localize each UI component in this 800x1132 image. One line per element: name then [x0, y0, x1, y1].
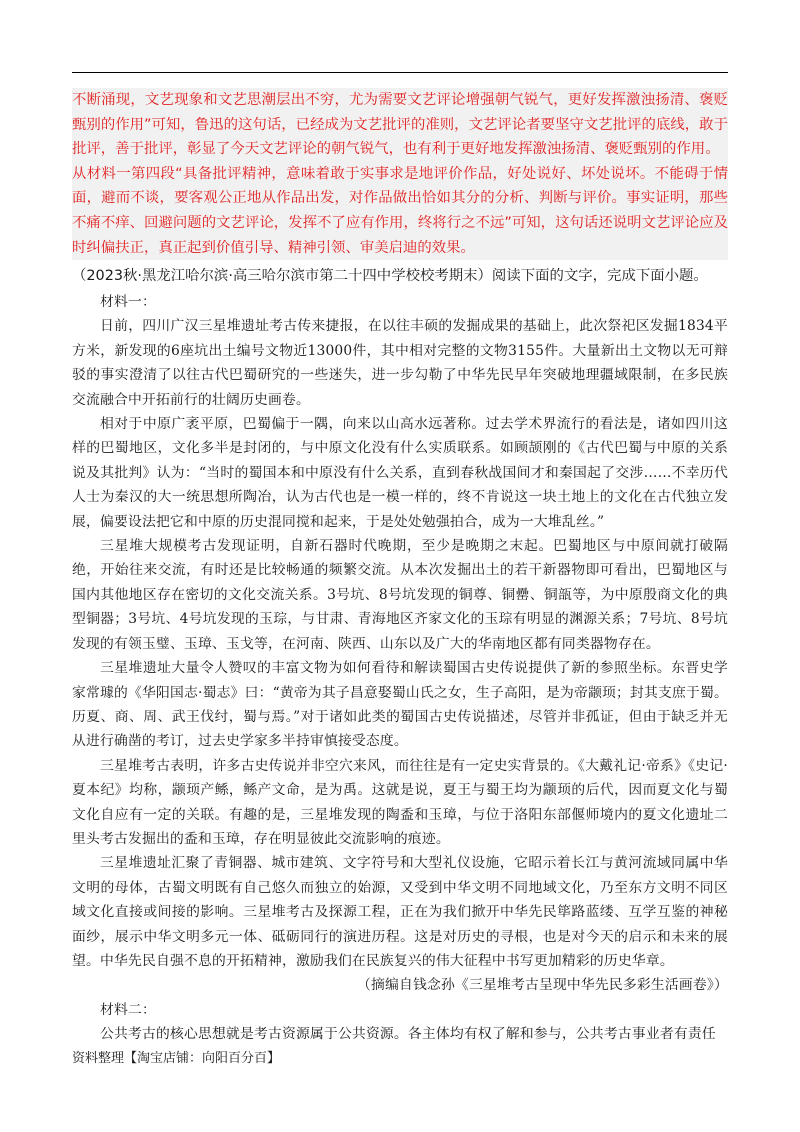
answer-paragraph: 从材料一第四段“具备批评精神，意味着敢于实事求是地评价作品，好处说好、坏处说坏。不能碍于情面，避而不谈，要客观公正地从作品出发，对作品做出恰如其分的分析、判断与评价。事实证明，那些不痛不痒、回避问题的文艺评论，发挥不了应有作用，终将行之不远”可知，这句话还说明文艺评论应及时纠偏扶正，真正起到价值引导、精神引领、审美启迪的效果。 — [72, 165, 728, 256]
passage-paragraph: 三星堆遗址大量令人赞叹的丰富文物为如何看待和解读蜀国古史传说提供了新的参照坐标。东晋史学家常璩的《华阳国志·蜀志》曰：“黄帝为其子昌意娶蜀山氏之女，生子高阳，是为帝颛顼；封其支庶于蜀。历夏、商、周、武王伐纣，蜀与焉。”对于诸如此类的蜀国古史传说描述，尽管并非孤证，但由于缺乏并无从进行确凿的考订，过去史学家多半持审慎接受态度。 — [72, 660, 728, 750]
passage-paragraph: 三星堆大规模考古发现证明，自新石器时代晚期，至少是晚期之末起。巴蜀地区与中原间就打破隔绝，开始往来交流，有时还是比较畅通的频繁交流。从本次发掘出土的若干新器物即可看出，巴蜀地区与国内其他地区存在密切的文化交流关系。3号坑、8号坑发现的铜尊、铜罍、铜瓿等，为中原殷商文化的典型铜器；3号坑、4号坑发现的玉琮，与甘肃、青海地区齐家文化的玉琮有明显的渊源关系；7号坑、8号坑发现的有领玉璧、玉璋、玉戈等，在河南、陕西、山东以及广大的华南地区都有同类器物存在。 — [72, 538, 728, 652]
material-2-label: 材料二： — [100, 1001, 156, 1018]
passage-paragraph: 公共考古的核心思想就是考古资源属于公共资源。各主体均有权了解和参与，公共考古事业者有责任 — [100, 1026, 716, 1043]
answer-paragraph: 不断涌现，文艺现象和文艺思潮层出不穷，尤为需要文艺评论增强朝气锐气，更好发挥激浊扬清、褒贬甄别的作用”可知，鲁迅的这句话，已经成为文艺批评的准则，文艺评论者要坚守文艺批评的底线，敢于批评，善于批评，彰显了今天文艺评论的朝气锐气，也有利于更好地发挥激浊扬清、褒贬甄别的作用。 — [72, 92, 728, 158]
header-rule — [72, 72, 728, 73]
passage-paragraph: 三星堆考古表明，许多古史传说并非空穴来风，而往往是有一定史实背景的。《大戴礼记·帝系》《史记·夏本纪》均称，颛顼产鲧，鲧产文命，是为禹。这就是说，夏王与蜀王均为颛顼的后代，因而夏文化与蜀文化自应有一定的关联。有趣的是，三星堆发现的陶盉和玉璋，与位于洛阳东部偃师境内的夏文化遗址二里头考古发掘出的盉和玉璋，存在明显彼此交流影响的痕迹。 — [72, 757, 728, 847]
passage-paragraph: 相对于中原广袤平原，巴蜀偏于一隅，向来以山高水远著称。过去学术界流行的看法是，诸如四川这样的巴蜀地区，文化多半是封闭的，与中原文化没有什么实质联系。如顾颉刚的《古代巴蜀与中原的关系说及其批判》认为：“当时的蜀国本和中原没有什么关系，直到春秋战国间才和秦国起了交涉……不幸历代人士为秦汉的大一统思想所陶冶，认为古代也是一模一样的，终不肯说这一块土地上的文化在古代独立发展，偏要设法把它和中原的历史混同搅和起来，于是处处勉强拍合，成为一大堆乱丝。” — [72, 416, 728, 530]
question-source-line: （2023秋·黑龙江哈尔滨·高三哈尔滨市第二十四中学校校考期末）阅读下面的文字，完成下面小题。 — [72, 268, 708, 284]
material-1-label: 材料一： — [100, 294, 156, 310]
page-footer: 资料整理【淘宝店铺：向阳百分百】 — [72, 1051, 281, 1066]
passage-citation: （摘编自钱念孙《三星堆考古呈现中华先民多彩生活画卷》） — [356, 977, 728, 994]
passage-paragraph: 日前，四川广汉三星堆遗址考古传来捷报，在以往丰硕的发掘成果的基础上，此次祭祀区发掘1834平方米，新发现的6座坑出土编号文物近13000件，其中相对完整的文物3155件。大量新出土文物以无可辩驳的事实澄清了以往古代巴蜀研究的一些迷失，进一步勾勒了中华先民早年突破地理疆域限制，在多民族交流融合中开拓前行的壮阔历史画卷。 — [72, 318, 728, 408]
reading-passage — [72, 290, 728, 1047]
answer-explanation-block — [72, 88, 728, 260]
passage-paragraph: 三星堆遗址汇聚了青铜器、城市建筑、文字符号和大型礼仪设施，它昭示着长江与黄河流域同属中华文明的母体，古蜀文明既有自己悠久而独立的始源，又受到中华文明不同地域文化，乃至东方文明不同区域文化直接或间接的影响。三星堆考古及探源工程，正在为我们掀开中华先民筚路蓝缕、互学互鉴的神秘面纱，展示中华文明多元一体、砥砺同行的演进历程。这是对历史的寻根，也是对今天的启示和未来的展望。中华先民自强不息的开拓精神，激励我们在民族复兴的伟大征程中书写更加精彩的历史华章。 — [72, 855, 728, 969]
